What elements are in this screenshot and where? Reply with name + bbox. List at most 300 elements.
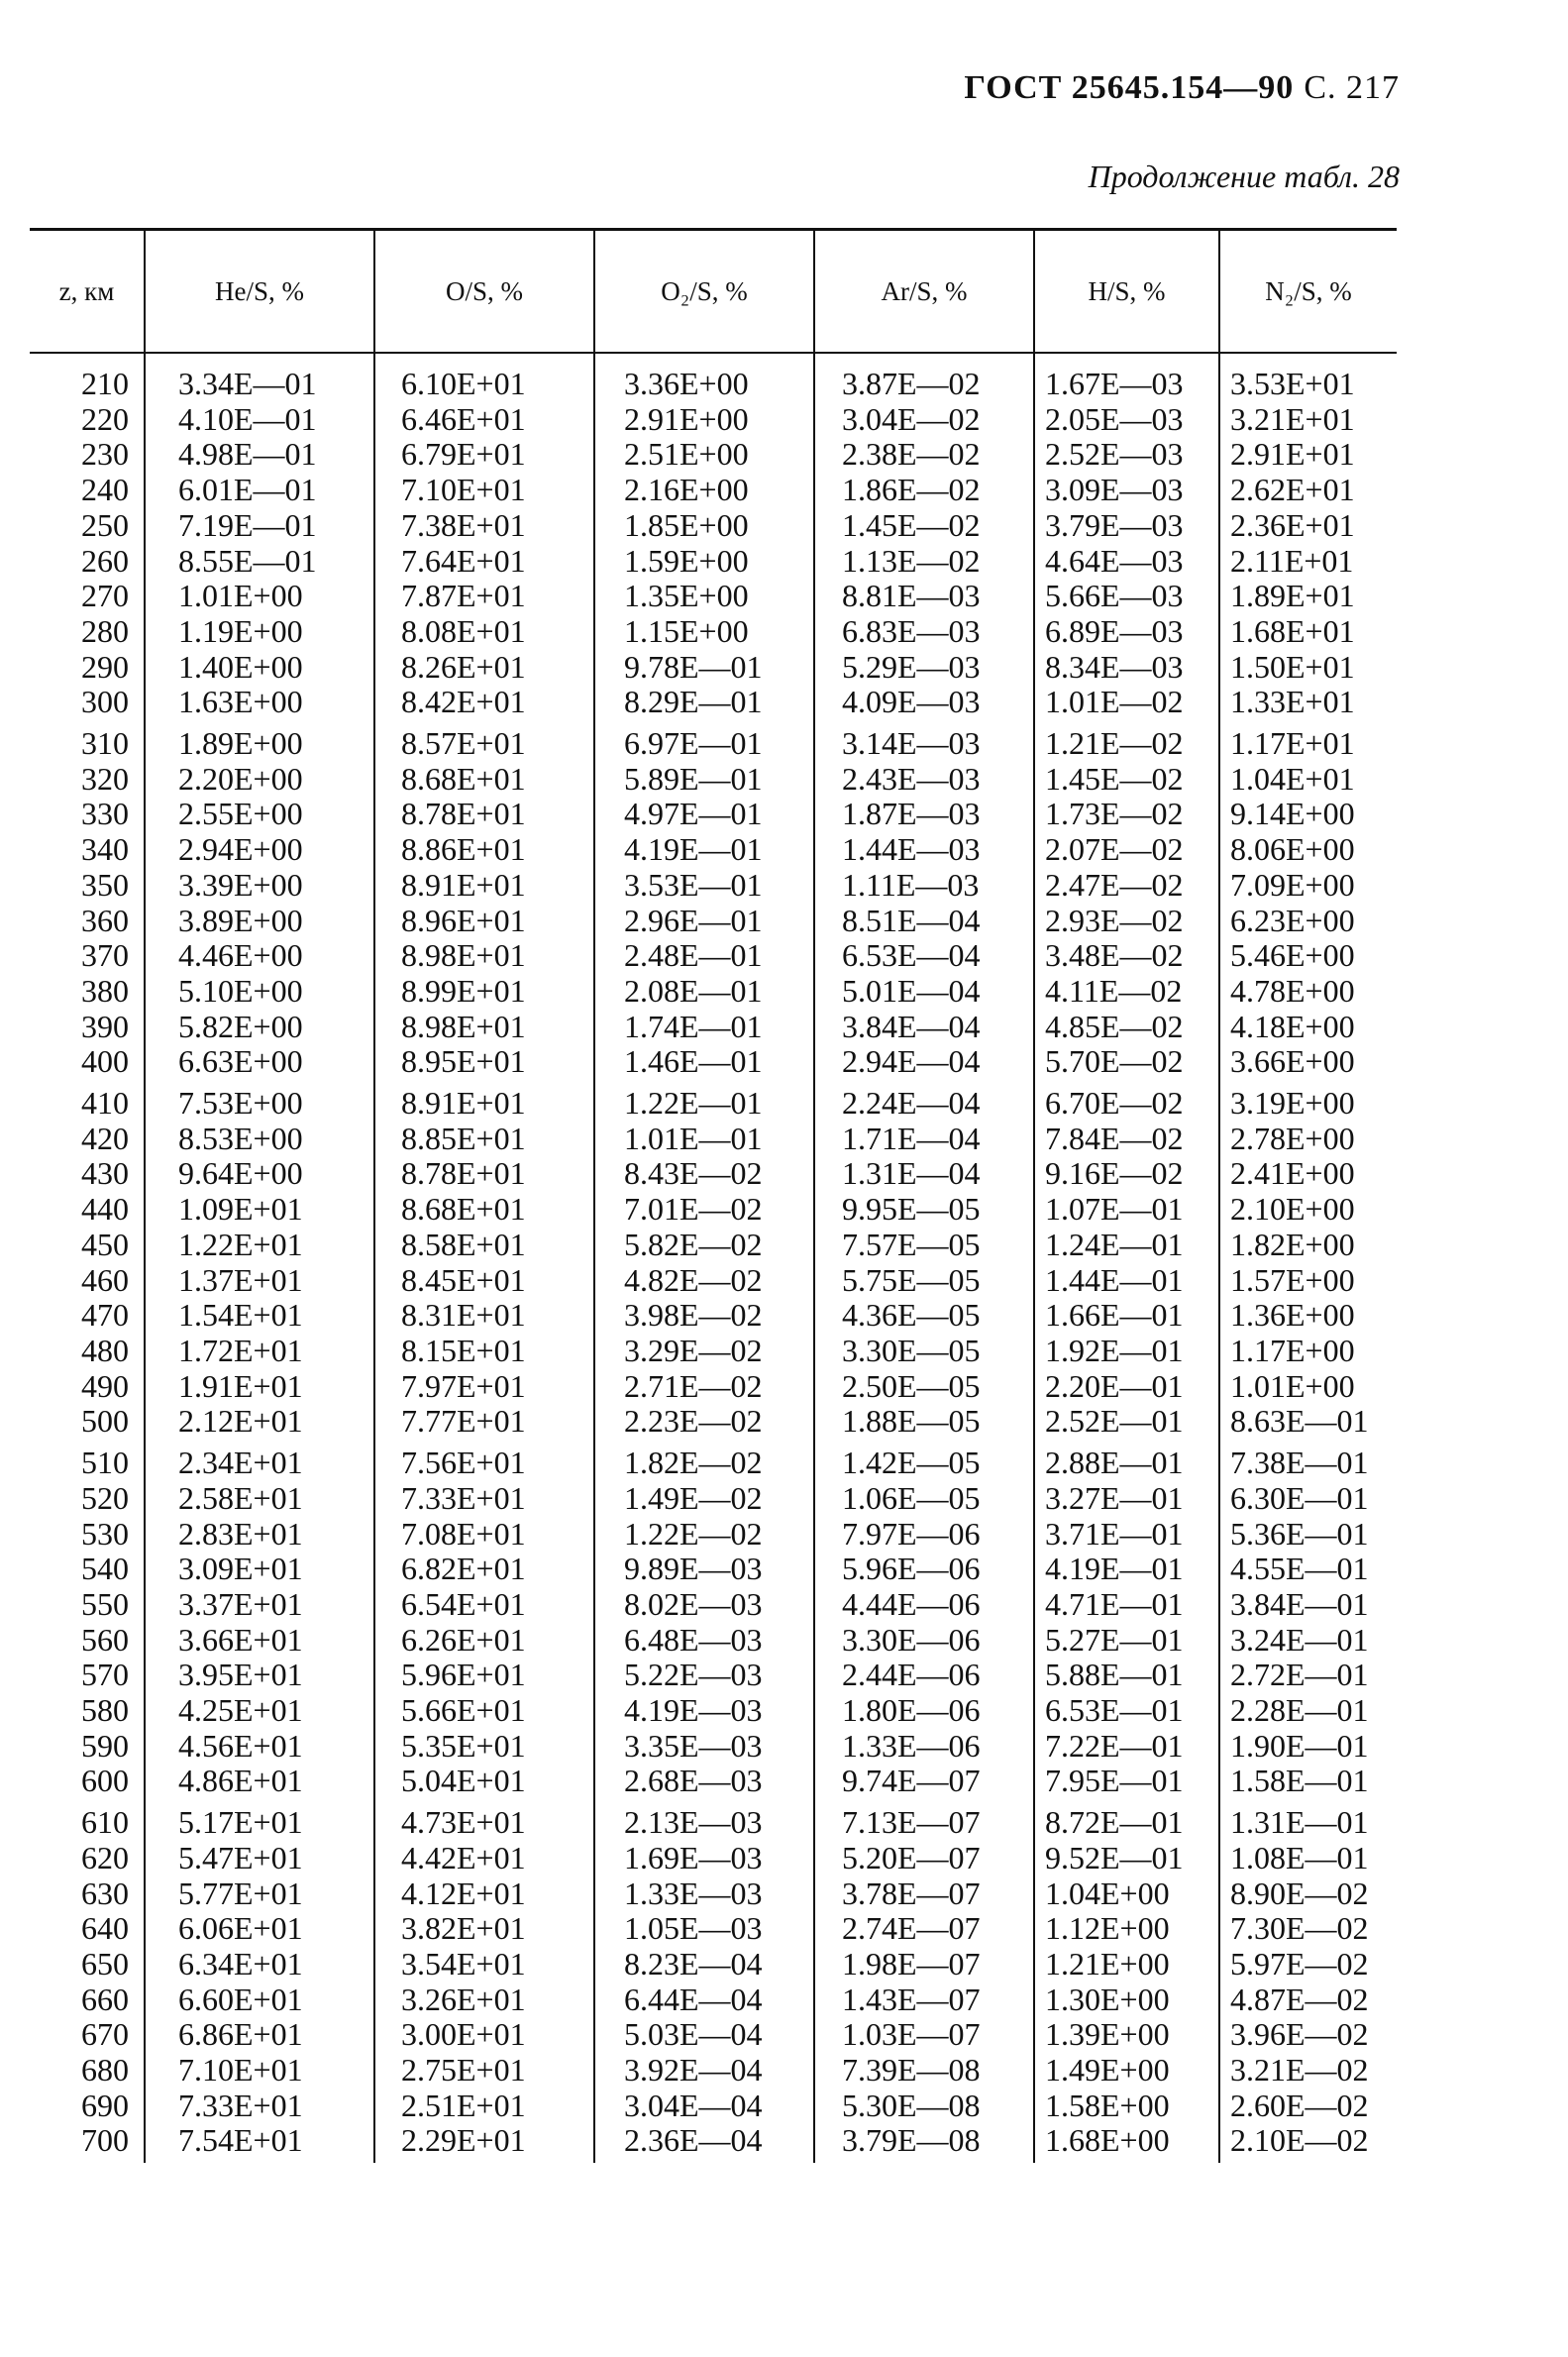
cell-o: 7.10E+01 [401, 472, 526, 508]
column-header-he: He/S, % [215, 275, 304, 306]
column-altitude [30, 367, 129, 2159]
cell-o2: 1.49E—02 [624, 1479, 763, 1516]
cell-h: 6.70E—02 [1045, 1085, 1184, 1122]
cell-altitude: 630 [81, 1875, 129, 1911]
cell-o: 7.08E+01 [401, 1515, 526, 1552]
cell-altitude: 240 [81, 472, 129, 508]
cell-he: 4.25E+01 [178, 1692, 303, 1729]
cell-n2: 2.72E—01 [1230, 1657, 1369, 1693]
cell-o: 8.91E+01 [401, 1085, 526, 1122]
cell-o2: 1.01E—01 [624, 1120, 763, 1156]
cell-o2: 3.04E—04 [624, 2087, 763, 2123]
cell-h: 1.12E+00 [1045, 1910, 1170, 1947]
cell-o2: 8.43E—02 [624, 1155, 763, 1192]
cell-ar: 3.87E—02 [842, 366, 981, 401]
cell-ar: 5.20E—07 [842, 1839, 981, 1875]
cell-altitude: 450 [81, 1226, 129, 1262]
cell-o: 5.04E+01 [401, 1763, 526, 1799]
cell-o2: 4.82E—02 [624, 1261, 763, 1298]
cell-o: 2.75E+01 [401, 2052, 526, 2089]
cell-o2: 5.82E—02 [624, 1226, 763, 1262]
cell-h: 3.09E—03 [1045, 472, 1184, 508]
cell-o2: 6.44E—04 [624, 1981, 763, 2017]
cell-h: 2.05E—03 [1045, 400, 1184, 437]
cell-ar: 1.03E—07 [842, 2016, 981, 2053]
cell-n2: 3.53E+01 [1230, 366, 1355, 401]
cell-altitude: 530 [81, 1515, 129, 1552]
cell-ar: 5.75E—05 [842, 1261, 981, 1298]
cell-altitude: 550 [81, 1585, 129, 1622]
table-header-row [30, 231, 1397, 352]
cell-he: 6.34E+01 [178, 1945, 303, 1982]
cell-ar: 3.30E—05 [842, 1332, 981, 1368]
cell-altitude: 540 [81, 1551, 129, 1587]
cell-altitude: 210 [81, 366, 129, 401]
cell-o2: 4.19E—01 [624, 831, 763, 868]
cell-o: 8.78E+01 [401, 1155, 526, 1192]
cell-n2: 6.30E—01 [1230, 1479, 1369, 1516]
cell-h: 1.66E—01 [1045, 1297, 1184, 1334]
cell-altitude: 580 [81, 1692, 129, 1729]
cell-o2: 3.92E—04 [624, 2052, 763, 2089]
cell-h: 1.30E+00 [1045, 1981, 1170, 2017]
cell-he: 2.55E+00 [178, 796, 303, 832]
cell-o: 8.95E+01 [401, 1043, 526, 1080]
cell-h: 7.95E—01 [1045, 1763, 1184, 1799]
cell-h: 8.72E—01 [1045, 1804, 1184, 1841]
cell-h: 5.70E—02 [1045, 1043, 1184, 1080]
cell-o2: 8.23E—04 [624, 1945, 763, 1982]
cell-h: 2.20E—01 [1045, 1367, 1184, 1404]
cell-o: 6.79E+01 [401, 436, 526, 473]
cell-he: 5.82E+00 [178, 1008, 303, 1044]
cell-o: 8.98E+01 [401, 1008, 526, 1044]
cell-ar: 1.13E—02 [842, 542, 981, 579]
cell-n2: 2.11E+01 [1230, 542, 1354, 579]
column-header-n2: N₂/S, % [1265, 275, 1352, 306]
cell-altitude: 270 [81, 578, 129, 614]
cell-altitude: 290 [81, 648, 129, 685]
column-o2 [624, 367, 812, 2159]
column-header-o2: O₂/S, % [661, 275, 748, 306]
cell-n2: 2.36E+01 [1230, 506, 1355, 543]
cell-altitude: 700 [81, 2122, 129, 2159]
cell-altitude: 690 [81, 2087, 129, 2123]
column-he [178, 367, 366, 2159]
cell-o: 3.26E+01 [401, 1981, 526, 2017]
cell-ar: 1.88E—05 [842, 1403, 981, 1440]
cell-he: 8.55E—01 [178, 542, 317, 579]
cell-o: 5.96E+01 [401, 1657, 526, 1693]
cell-h: 1.49E+00 [1045, 2052, 1170, 2089]
cell-o: 8.91E+01 [401, 866, 526, 903]
cell-altitude: 300 [81, 684, 129, 720]
cell-o2: 3.98E—02 [624, 1297, 763, 1334]
cell-o2: 1.85E+00 [624, 506, 749, 543]
cell-n2: 6.23E+00 [1230, 902, 1355, 938]
cell-ar: 2.24E—04 [842, 1085, 981, 1122]
cell-ar: 2.38E—02 [842, 436, 981, 473]
cell-n2: 7.09E+00 [1230, 866, 1355, 903]
cell-he: 8.53E+00 [178, 1120, 303, 1156]
cell-altitude: 640 [81, 1910, 129, 1947]
cell-altitude: 340 [81, 831, 129, 868]
cell-o: 7.64E+01 [401, 542, 526, 579]
cell-h: 1.44E—01 [1045, 1261, 1184, 1298]
cell-h: 2.47E—02 [1045, 866, 1184, 903]
cell-n2: 2.10E—02 [1230, 2122, 1369, 2159]
cell-n2: 2.28E—01 [1230, 1692, 1369, 1729]
cell-o: 2.51E+01 [401, 2087, 526, 2123]
cell-altitude: 570 [81, 1657, 129, 1693]
cell-h: 5.27E—01 [1045, 1621, 1184, 1658]
cell-h: 2.93E—02 [1045, 902, 1184, 938]
cell-o2: 2.51E+00 [624, 436, 749, 473]
cell-h: 1.45E—02 [1045, 760, 1184, 797]
cell-altitude: 440 [81, 1191, 129, 1228]
cell-o: 6.46E+01 [401, 400, 526, 437]
cell-he: 6.86E+01 [178, 2016, 303, 2053]
cell-ar: 1.33E—06 [842, 1727, 981, 1764]
cell-ar: 3.14E—03 [842, 725, 981, 762]
cell-he: 6.60E+01 [178, 1981, 303, 2017]
column-o [401, 367, 589, 2159]
cell-n2: 3.66E+00 [1230, 1043, 1355, 1080]
cell-ar: 7.39E—08 [842, 2052, 981, 2089]
cell-n2: 1.04E+01 [1230, 760, 1355, 797]
cell-ar: 1.71E—04 [842, 1120, 981, 1156]
cell-h: 4.85E—02 [1045, 1008, 1184, 1044]
cell-h: 7.22E—01 [1045, 1727, 1184, 1764]
cell-n2: 7.30E—02 [1230, 1910, 1369, 1947]
cell-he: 4.86E+01 [178, 1763, 303, 1799]
cell-altitude: 620 [81, 1839, 129, 1875]
cell-o: 6.10E+01 [401, 366, 526, 401]
cell-o: 8.26E+01 [401, 648, 526, 685]
cell-o2: 1.74E—01 [624, 1008, 763, 1044]
cell-o: 8.85E+01 [401, 1120, 526, 1156]
cell-h: 7.84E—02 [1045, 1120, 1184, 1156]
cell-o2: 1.05E—03 [624, 1910, 763, 1947]
cell-o2: 1.69E—03 [624, 1839, 763, 1875]
cell-o2: 3.53E—01 [624, 866, 763, 903]
cell-o: 4.73E+01 [401, 1804, 526, 1841]
cell-h: 1.21E—02 [1045, 725, 1184, 762]
cell-he: 7.53E+00 [178, 1085, 303, 1122]
column-divider [373, 231, 375, 2163]
cell-altitude: 610 [81, 1804, 129, 1841]
cell-n2: 1.17E+00 [1230, 1332, 1355, 1368]
cell-he: 3.34E—01 [178, 366, 317, 401]
cell-o: 3.54E+01 [401, 1945, 526, 1982]
cell-ar: 1.31E—04 [842, 1155, 981, 1192]
cell-n2: 9.14E+00 [1230, 796, 1355, 832]
cell-ar: 3.84E—04 [842, 1008, 981, 1044]
cell-ar: 1.45E—02 [842, 506, 981, 543]
cell-altitude: 480 [81, 1332, 129, 1368]
cell-h: 1.73E—02 [1045, 796, 1184, 832]
cell-h: 3.71E—01 [1045, 1515, 1184, 1552]
cell-h: 4.71E—01 [1045, 1585, 1184, 1622]
cell-he: 7.10E+01 [178, 2052, 303, 2089]
cell-ar: 5.01E—04 [842, 972, 981, 1009]
cell-altitude: 600 [81, 1763, 129, 1799]
cell-ar: 3.30E—06 [842, 1621, 981, 1658]
cell-altitude: 390 [81, 1008, 129, 1044]
cell-o2: 9.78E—01 [624, 648, 763, 685]
cell-he: 5.47E+01 [178, 1839, 303, 1875]
cell-he: 4.56E+01 [178, 1727, 303, 1764]
cell-o2: 1.15E+00 [624, 612, 749, 649]
cell-ar: 7.13E—07 [842, 1804, 981, 1841]
cell-he: 1.89E+00 [178, 725, 303, 762]
cell-altitude: 280 [81, 612, 129, 649]
cell-altitude: 330 [81, 796, 129, 832]
cell-altitude: 420 [81, 1120, 129, 1156]
cell-o: 8.58E+01 [401, 1226, 526, 1262]
cell-o: 3.82E+01 [401, 1910, 526, 1947]
cell-h: 1.39E+00 [1045, 2016, 1170, 2053]
cell-o: 6.26E+01 [401, 1621, 526, 1658]
cell-o2: 1.35E+00 [624, 578, 749, 614]
cell-n2: 2.62E+01 [1230, 472, 1355, 508]
cell-h: 2.07E—02 [1045, 831, 1184, 868]
column-h [1045, 367, 1213, 2159]
cell-he: 2.83E+01 [178, 1515, 303, 1552]
cell-he: 3.39E+00 [178, 866, 303, 903]
cell-h: 6.53E—01 [1045, 1692, 1184, 1729]
cell-he: 3.89E+00 [178, 902, 303, 938]
cell-he: 1.09E+01 [178, 1191, 303, 1228]
cell-ar: 4.44E—06 [842, 1585, 981, 1622]
cell-o2: 6.48E—03 [624, 1621, 763, 1658]
cell-ar: 1.44E—03 [842, 831, 981, 868]
cell-altitude: 370 [81, 937, 129, 974]
cell-o2: 3.29E—02 [624, 1332, 763, 1368]
cell-o: 7.97E+01 [401, 1367, 526, 1404]
cell-ar: 1.80E—06 [842, 1692, 981, 1729]
cell-ar: 7.97E—06 [842, 1515, 981, 1552]
column-header-o: O/S, % [445, 275, 523, 306]
cell-he: 1.54E+01 [178, 1297, 303, 1334]
cell-n2: 4.78E+00 [1230, 972, 1355, 1009]
cell-o: 8.86E+01 [401, 831, 526, 868]
cell-altitude: 650 [81, 1945, 129, 1982]
cell-h: 3.48E—02 [1045, 937, 1184, 974]
column-divider [144, 231, 146, 2163]
cell-h: 1.07E—01 [1045, 1191, 1184, 1228]
cell-o: 8.96E+01 [401, 902, 526, 938]
cell-ar: 3.78E—07 [842, 1875, 981, 1911]
cell-he: 5.77E+01 [178, 1875, 303, 1911]
cell-ar: 2.43E—03 [842, 760, 981, 797]
cell-he: 3.37E+01 [178, 1585, 303, 1622]
cell-he: 1.72E+01 [178, 1332, 303, 1368]
cell-he: 1.19E+00 [178, 612, 303, 649]
cell-he: 3.09E+01 [178, 1551, 303, 1587]
cell-h: 1.21E+00 [1045, 1945, 1170, 1982]
cell-h: 9.16E—02 [1045, 1155, 1184, 1192]
cell-he: 6.63E+00 [178, 1043, 303, 1080]
cell-altitude: 660 [81, 1981, 129, 2017]
cell-ar: 1.98E—07 [842, 1945, 981, 1982]
cell-altitude: 310 [81, 725, 129, 762]
standard-number: ГОСТ 25645.154—90 [964, 69, 1295, 106]
cell-altitude: 560 [81, 1621, 129, 1658]
column-divider [1218, 231, 1220, 2163]
cell-o2: 7.01E—02 [624, 1191, 763, 1228]
cell-altitude: 670 [81, 2016, 129, 2053]
cell-altitude: 230 [81, 436, 129, 473]
cell-h: 1.68E+00 [1045, 2122, 1170, 2159]
cell-ar: 8.81E—03 [842, 578, 981, 614]
cell-o: 8.68E+01 [401, 760, 526, 797]
cell-ar: 1.11E—03 [842, 866, 980, 903]
cell-n2: 8.90E—02 [1230, 1875, 1369, 1911]
header-bottom-rule [30, 352, 1397, 354]
cell-ar: 5.29E—03 [842, 648, 981, 685]
cell-o2: 2.48E—01 [624, 937, 763, 974]
cell-n2: 3.96E—02 [1230, 2016, 1369, 2053]
cell-he: 4.10E—01 [178, 400, 317, 437]
cell-o: 8.31E+01 [401, 1297, 526, 1334]
cell-n2: 1.33E+01 [1230, 684, 1355, 720]
cell-o2: 5.89E—01 [624, 760, 763, 797]
cell-altitude: 500 [81, 1403, 129, 1440]
cell-ar: 2.50E—05 [842, 1367, 981, 1404]
cell-h: 5.88E—01 [1045, 1657, 1184, 1693]
cell-he: 1.40E+00 [178, 648, 303, 685]
cell-altitude: 380 [81, 972, 129, 1009]
cell-he: 3.66E+01 [178, 1621, 303, 1658]
cell-ar: 2.94E—04 [842, 1043, 981, 1080]
cell-ar: 3.79E—08 [842, 2122, 981, 2159]
cell-o: 7.87E+01 [401, 578, 526, 614]
cell-he: 5.17E+01 [178, 1804, 303, 1841]
table-continuation-caption: Продолжение табл. 28 [1088, 159, 1400, 194]
cell-altitude: 350 [81, 866, 129, 903]
cell-o2: 2.23E—02 [624, 1403, 763, 1440]
cell-he: 5.10E+00 [178, 972, 303, 1009]
cell-n2: 1.08E—01 [1230, 1839, 1369, 1875]
cell-he: 6.01E—01 [178, 472, 317, 508]
cell-h: 3.27E—01 [1045, 1479, 1184, 1516]
cell-altitude: 470 [81, 1297, 129, 1334]
cell-o: 5.66E+01 [401, 1692, 526, 1729]
cell-o: 3.00E+01 [401, 2016, 526, 2053]
cell-n2: 2.41E+00 [1230, 1155, 1355, 1192]
cell-ar: 5.96E—06 [842, 1551, 981, 1587]
cell-n2: 1.57E+00 [1230, 1261, 1355, 1298]
cell-altitude: 520 [81, 1479, 129, 1516]
cell-o2: 8.29E—01 [624, 684, 763, 720]
cell-ar: 2.44E—06 [842, 1657, 981, 1693]
column-n2 [1230, 367, 1397, 2159]
cell-o2: 1.82E—02 [624, 1445, 763, 1481]
cell-n2: 1.82E+00 [1230, 1226, 1355, 1262]
cell-o: 8.45E+01 [401, 1261, 526, 1298]
cell-h: 6.89E—03 [1045, 612, 1184, 649]
cell-altitude: 460 [81, 1261, 129, 1298]
column-header-h: H/S, % [1088, 275, 1166, 306]
cell-n2: 5.36E—01 [1230, 1515, 1369, 1552]
column-divider [1033, 231, 1035, 2163]
cell-o: 5.35E+01 [401, 1727, 526, 1764]
cell-h: 2.52E—03 [1045, 436, 1184, 473]
cell-h: 1.67E—03 [1045, 366, 1184, 401]
cell-n2: 2.78E+00 [1230, 1120, 1355, 1156]
cell-o: 4.12E+01 [401, 1875, 526, 1911]
cell-h: 4.11E—02 [1045, 972, 1183, 1009]
cell-h: 5.66E—03 [1045, 578, 1184, 614]
cell-h: 4.19E—01 [1045, 1551, 1184, 1587]
cell-o: 4.42E+01 [401, 1839, 526, 1875]
cell-n2: 1.58E—01 [1230, 1763, 1369, 1799]
cell-altitude: 220 [81, 400, 129, 437]
cell-altitude: 410 [81, 1085, 129, 1122]
cell-altitude: 360 [81, 902, 129, 938]
cell-o2: 3.35E—03 [624, 1727, 763, 1764]
cell-he: 1.01E+00 [178, 578, 303, 614]
cell-he: 2.34E+01 [178, 1445, 303, 1481]
cell-he: 7.54E+01 [178, 2122, 303, 2159]
cell-h: 1.58E+00 [1045, 2087, 1170, 2123]
cell-he: 1.22E+01 [178, 1226, 303, 1262]
cell-o2: 1.33E—03 [624, 1875, 763, 1911]
cell-ar: 9.95E—05 [842, 1191, 981, 1228]
cell-o2: 2.16E+00 [624, 472, 749, 508]
cell-n2: 2.91E+01 [1230, 436, 1355, 473]
cell-altitude: 680 [81, 2052, 129, 2089]
cell-n2: 4.18E+00 [1230, 1008, 1355, 1044]
cell-ar: 1.06E—05 [842, 1479, 981, 1516]
cell-n2: 7.38E—01 [1230, 1445, 1369, 1481]
page-header [964, 69, 1400, 107]
cell-o: 7.33E+01 [401, 1479, 526, 1516]
cell-n2: 3.84E—01 [1230, 1585, 1369, 1622]
cell-he: 1.63E+00 [178, 684, 303, 720]
cell-o: 8.57E+01 [401, 725, 526, 762]
cell-o2: 5.03E—04 [624, 2016, 763, 2053]
cell-n2: 5.97E—02 [1230, 1945, 1369, 1982]
column-header-ar: Ar/S, % [881, 275, 968, 306]
cell-o2: 1.22E—01 [624, 1085, 763, 1122]
cell-h: 9.52E—01 [1045, 1839, 1184, 1875]
cell-he: 1.37E+01 [178, 1261, 303, 1298]
cell-ar: 4.36E—05 [842, 1297, 981, 1334]
column-divider [813, 231, 815, 2163]
cell-n2: 2.60E—02 [1230, 2087, 1369, 2123]
cell-h: 1.01E—02 [1045, 684, 1184, 720]
cell-ar: 6.83E—03 [842, 612, 981, 649]
cell-altitude: 430 [81, 1155, 129, 1192]
cell-he: 2.94E+00 [178, 831, 303, 868]
cell-h: 4.64E—03 [1045, 542, 1184, 579]
cell-o: 2.29E+01 [401, 2122, 526, 2159]
cell-n2: 1.90E—01 [1230, 1727, 1369, 1764]
cell-n2: 1.68E+01 [1230, 612, 1355, 649]
cell-n2: 3.21E—02 [1230, 2052, 1369, 2089]
cell-he: 4.98E—01 [178, 436, 317, 473]
cell-o2: 2.08E—01 [624, 972, 763, 1009]
cell-o2: 1.59E+00 [624, 542, 749, 579]
cell-altitude: 260 [81, 542, 129, 579]
cell-ar: 7.57E—05 [842, 1226, 981, 1262]
cell-o: 8.15E+01 [401, 1332, 526, 1368]
cell-ar: 3.04E—02 [842, 400, 981, 437]
cell-n2: 8.06E+00 [1230, 831, 1355, 868]
cell-o2: 6.97E—01 [624, 725, 763, 762]
